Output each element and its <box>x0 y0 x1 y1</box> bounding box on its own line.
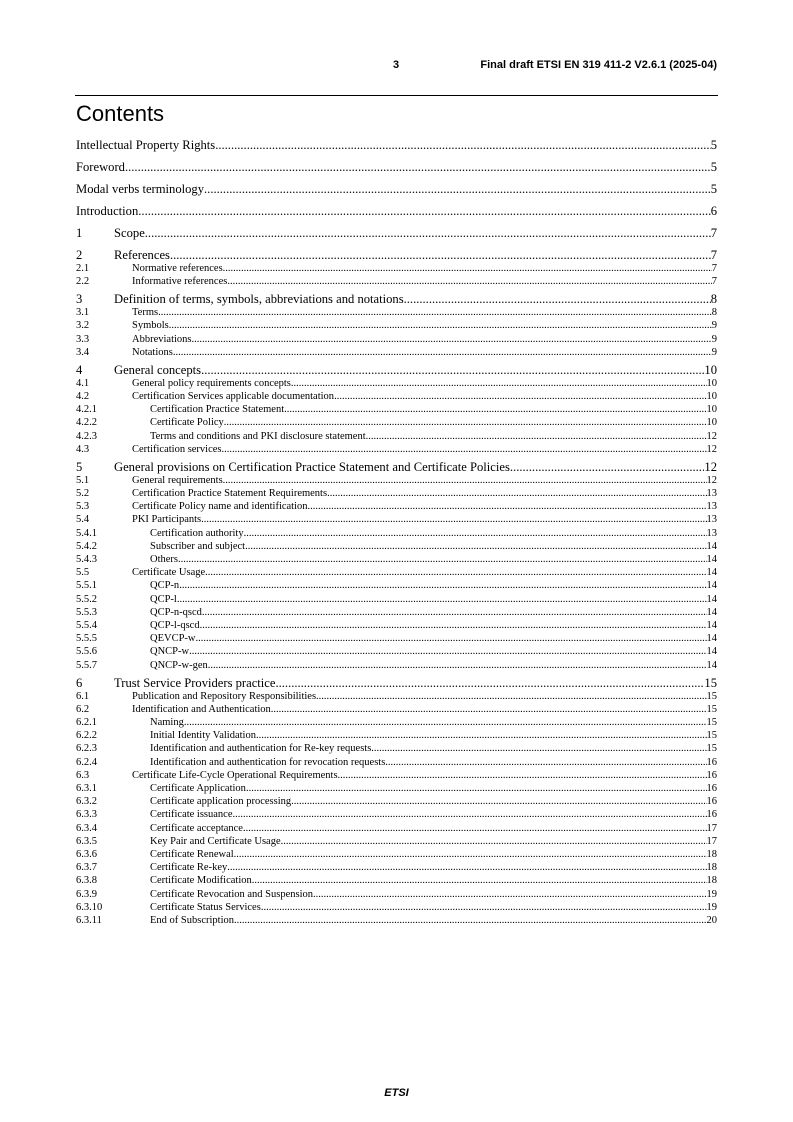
toc-entry-number: 5 <box>76 460 83 474</box>
toc-entry-title: QNCP-w-gen <box>150 660 208 671</box>
toc-entry[interactable] <box>76 527 717 540</box>
toc-entry-page: 7 <box>711 263 717 274</box>
toc-leader-dots <box>179 579 706 592</box>
toc-leader-dots <box>233 808 707 821</box>
toc-entry-number: 4.2.1 <box>76 404 97 415</box>
toc-entry-number: 4 <box>76 363 83 377</box>
toc-leader-dots <box>173 346 712 359</box>
toc-leader-dots <box>158 306 712 319</box>
toc-entry-title: Identification and authentication for Re-key requests <box>150 743 372 754</box>
toc-entry-number: 2.1 <box>76 263 90 274</box>
toc-entry-page: 14 <box>706 541 717 552</box>
toc-entry-title: End of Subscription <box>150 915 234 926</box>
toc-leader-dots <box>196 632 707 645</box>
toc-entry-page: 8 <box>710 292 717 306</box>
toc-entry-number: 5.5.2 <box>76 594 97 605</box>
toc-entry-number: 5.5 <box>76 567 90 578</box>
toc-entry-number: 6.3.4 <box>76 823 97 834</box>
toc-entry-page: 15 <box>704 676 717 690</box>
page-number: 3 <box>393 59 400 71</box>
toc-entry-title: Identification and authentication for revocation requests <box>150 757 386 768</box>
toc-entry-title: Certificate Modification <box>150 875 252 886</box>
toc-entry[interactable] <box>76 808 717 821</box>
toc-leader-dots <box>308 500 707 513</box>
toc-entry-title: Identification and Authentication <box>132 704 271 715</box>
toc-entry-number: 5.4 <box>76 514 90 525</box>
toc-entry-title: Abbreviations <box>132 334 192 345</box>
toc-entry-page: 7 <box>710 226 717 240</box>
toc-entry-page: 7 <box>710 248 717 262</box>
toc-entry-number: 3.1 <box>76 307 90 318</box>
toc-leader-dots <box>234 848 707 861</box>
toc-entry-number: 6.2.3 <box>76 743 97 754</box>
document-id: Final draft ETSI EN 319 411-2 V2.6.1 (2025-04) <box>480 59 717 71</box>
toc-entry-page: 15 <box>706 691 717 702</box>
toc-entry[interactable] <box>76 474 717 487</box>
toc-entry[interactable] <box>76 275 717 288</box>
toc-entry-page: 12 <box>706 475 717 486</box>
toc-leader-dots <box>510 459 705 475</box>
toc-leader-dots <box>223 474 707 487</box>
toc-leader-dots <box>227 861 706 874</box>
page-header <box>76 59 717 73</box>
toc-entry[interactable] <box>76 645 717 658</box>
toc-entry[interactable] <box>76 159 717 175</box>
toc-entry-number: 2 <box>76 248 83 262</box>
toc-entry[interactable] <box>76 566 717 579</box>
toc-entry-number: 3.4 <box>76 347 90 358</box>
toc-entry-number: 4.3 <box>76 444 90 455</box>
toc-leader-dots <box>316 690 706 703</box>
toc-entry-title: Introduction <box>76 204 139 218</box>
toc-entry-number: 5.5.4 <box>76 620 97 631</box>
toc-entry-page: 18 <box>706 849 717 860</box>
toc-entry-page: 12 <box>706 431 717 442</box>
toc-leader-dots <box>205 566 706 579</box>
toc-entry-page: 15 <box>706 704 717 715</box>
toc-entry-number: 6 <box>76 676 83 690</box>
toc-entry-title: General concepts <box>114 363 202 377</box>
toc-leader-dots <box>234 914 707 927</box>
toc-entry[interactable] <box>76 861 717 874</box>
toc-entry-number: 6.3.9 <box>76 889 97 900</box>
toc-entry[interactable] <box>76 795 717 808</box>
toc-entry-title: Certificate Life-Cycle Operational Requirements <box>132 770 338 781</box>
toc-entry-title: Publication and Repository Responsibilities <box>132 691 317 702</box>
toc-entry[interactable] <box>76 874 717 887</box>
toc-leader-dots <box>291 377 707 390</box>
toc-entry-page: 18 <box>706 862 717 873</box>
toc-entry[interactable] <box>76 362 717 378</box>
toc-entry-number: 6.3.2 <box>76 796 97 807</box>
toc-entry[interactable] <box>76 403 717 416</box>
toc-entry-number: 3.2 <box>76 320 90 331</box>
toc-entry[interactable] <box>76 333 717 346</box>
toc-entry[interactable] <box>76 540 717 553</box>
toc-entry-page: 10 <box>706 391 717 402</box>
toc-entry-title: Normative references <box>132 263 223 274</box>
toc-entry[interactable] <box>76 901 717 914</box>
toc-entry[interactable] <box>76 247 717 263</box>
toc-leader-dots <box>338 769 707 782</box>
toc-entry-page: 14 <box>706 567 717 578</box>
toc-leader-dots <box>271 703 707 716</box>
toc-leader-dots <box>201 513 706 526</box>
toc-entry-page: 16 <box>706 796 717 807</box>
toc-entry-number: 6.2.2 <box>76 730 97 741</box>
toc-entry-page: 10 <box>704 363 717 377</box>
toc-leader-dots <box>371 742 706 755</box>
page-title: Contents <box>76 101 165 126</box>
toc-entry-title: Naming <box>150 717 184 728</box>
toc-entry-page: 10 <box>706 417 717 428</box>
toc-entry[interactable] <box>76 416 717 429</box>
toc-entry-number: 6.3.10 <box>76 902 103 913</box>
toc-entry-number: 5.4.2 <box>76 541 97 552</box>
toc-leader-dots <box>252 874 707 887</box>
toc-leader-dots <box>245 540 706 553</box>
toc-entry[interactable] <box>76 756 717 769</box>
toc-entry-number: 5.5.3 <box>76 607 97 618</box>
header-rule <box>75 95 718 96</box>
toc-entry-number: 5.1 <box>76 475 90 486</box>
toc-entry[interactable] <box>76 782 717 795</box>
toc-entry-page: 14 <box>706 594 717 605</box>
toc-leader-dots <box>243 822 707 835</box>
toc-entry-page: 9 <box>711 320 717 331</box>
toc-entry[interactable] <box>76 225 717 241</box>
toc-leader-dots <box>404 291 711 307</box>
toc-entry-page: 18 <box>706 875 717 886</box>
toc-leader-dots <box>275 675 704 691</box>
toc-leader-dots <box>145 225 711 241</box>
toc-entry-title: Initial Identity Validation <box>150 730 256 741</box>
toc-entry-page: 14 <box>706 580 717 591</box>
toc-entry-page: 15 <box>706 717 717 728</box>
toc-entry-page: 10 <box>706 404 717 415</box>
toc-entry-number: 4.2.3 <box>76 431 97 442</box>
toc-entry-title: Intellectual Property Rights <box>76 138 216 152</box>
toc-entry-title: PKI Participants <box>132 514 202 525</box>
toc-entry-number: 3.3 <box>76 334 90 345</box>
toc-entry-title: Certificate Re-key <box>150 862 228 873</box>
toc-entry[interactable] <box>76 319 717 332</box>
toc-entry[interactable] <box>76 659 717 672</box>
toc-entry[interactable] <box>76 729 717 742</box>
toc-entry-title: Certificate Policy <box>150 417 224 428</box>
toc-entry-page: 12 <box>704 460 717 474</box>
toc-entry[interactable] <box>76 742 717 755</box>
toc-entry[interactable] <box>76 346 717 359</box>
toc-entry-number: 6.1 <box>76 691 90 702</box>
toc-leader-dots <box>313 888 706 901</box>
toc-entry[interactable] <box>76 703 717 716</box>
toc-entry-title: Certificate issuance <box>150 809 233 820</box>
toc-entry-number: 6.3.6 <box>76 849 97 860</box>
toc-entry[interactable] <box>76 203 717 219</box>
toc-entry-page: 15 <box>706 743 717 754</box>
toc-entry-number: 5.5.6 <box>76 646 97 657</box>
toc-leader-dots <box>291 795 706 808</box>
toc-entry-title: Trust Service Providers practice <box>114 676 276 690</box>
toc-entry-title: Key Pair and Certificate Usage <box>150 836 281 847</box>
toc-entry-title: General provisions on Certification Practice Statement and Certificate Policies <box>114 460 510 474</box>
toc-leader-dots <box>184 716 707 729</box>
toc-entry-title: Informative references <box>132 276 228 287</box>
toc-leader-dots <box>366 430 707 443</box>
toc-entry-page: 9 <box>711 334 717 345</box>
toc-leader-dots <box>200 619 707 632</box>
toc-entry[interactable] <box>76 835 717 848</box>
toc-entry-page: 14 <box>706 633 717 644</box>
toc-entry-number: 5.4.3 <box>76 554 97 565</box>
toc-entry-title: Certificate Application <box>150 783 246 794</box>
toc-entry[interactable] <box>76 459 717 475</box>
toc-entry-page: 9 <box>711 347 717 358</box>
toc-entry-page: 7 <box>711 276 717 287</box>
toc-leader-dots <box>244 527 707 540</box>
toc-entry-page: 14 <box>706 607 717 618</box>
toc-entry-title: Subscriber and subject <box>150 541 246 552</box>
toc-entry[interactable] <box>76 769 717 782</box>
toc-entry-title: Symbols <box>132 320 169 331</box>
toc-leader-dots <box>178 553 707 566</box>
toc-entry-page: 16 <box>706 757 717 768</box>
toc-entry-title: References <box>114 248 170 262</box>
toc-entry[interactable] <box>76 487 717 500</box>
toc-entry-title: Certificate Policy name and identification <box>132 501 308 512</box>
toc-entry-number: 6.3.1 <box>76 783 97 794</box>
toc-entry-title: Modal verbs terminology <box>76 182 205 196</box>
toc-entry[interactable] <box>76 553 717 566</box>
toc-entry[interactable] <box>76 377 717 390</box>
toc-leader-dots <box>204 181 711 197</box>
toc-leader-dots <box>227 275 711 288</box>
toc-entry-title: Certification services <box>132 444 222 455</box>
toc-leader-dots <box>177 593 707 606</box>
toc-entry-number: 5.5.7 <box>76 660 97 671</box>
toc-leader-dots <box>208 659 707 672</box>
toc-entry-page: 14 <box>706 646 717 657</box>
toc-entry-number: 5.3 <box>76 501 90 512</box>
toc-leader-dots <box>170 247 711 263</box>
toc-entry[interactable] <box>76 822 717 835</box>
toc-entry-number: 6.3.7 <box>76 862 97 873</box>
toc-entry[interactable] <box>76 675 717 691</box>
toc-leader-dots <box>169 319 712 332</box>
toc-entry-page: 14 <box>706 620 717 631</box>
toc-leader-dots <box>202 606 707 619</box>
toc-entry-number: 5.4.1 <box>76 528 97 539</box>
toc-entry[interactable] <box>76 579 717 592</box>
toc-leader-dots <box>246 782 707 795</box>
toc-entry[interactable] <box>76 593 717 606</box>
toc-entry-title: Terms and conditions and PKI disclosure statement <box>150 431 366 442</box>
toc-entry[interactable] <box>76 500 717 513</box>
toc-entry-title: QCP-l <box>150 594 177 605</box>
toc-entry[interactable] <box>76 306 717 319</box>
toc-entry-title: Certificate Revocation and Suspension <box>150 889 314 900</box>
toc-entry-title: Scope <box>114 226 145 240</box>
toc-entry-number: 6.3.11 <box>76 915 102 926</box>
toc-leader-dots <box>192 333 712 346</box>
toc-entry[interactable] <box>76 513 717 526</box>
toc-leader-dots <box>138 203 710 219</box>
toc-entry-number: 5.2 <box>76 488 90 499</box>
toc-entry-page: 5 <box>710 182 717 196</box>
toc-leader-dots <box>223 262 712 275</box>
toc-entry[interactable] <box>76 291 717 307</box>
toc-leader-dots <box>261 901 707 914</box>
toc-entry-title: General policy requirements concepts <box>132 378 291 389</box>
toc-entry-number: 6.3.8 <box>76 875 97 886</box>
toc-entry-title: Certification Practice Statement Requirements <box>132 488 328 499</box>
toc-entry-title: Certificate application processing <box>150 796 292 807</box>
toc-entry[interactable] <box>76 690 717 703</box>
toc-entry-title: Certification authority <box>150 528 244 539</box>
toc-entry-number: 4.2.2 <box>76 417 97 428</box>
toc-entry-title: QCP-n <box>150 580 180 591</box>
toc-entry[interactable] <box>76 848 717 861</box>
toc-entry-page: 14 <box>706 554 717 565</box>
toc-entry-page: 14 <box>706 660 717 671</box>
toc-entry-number: 6.2 <box>76 704 90 715</box>
toc-entry[interactable] <box>76 443 717 456</box>
toc-entry-page: 17 <box>706 836 717 847</box>
toc-entry-number: 6.2.1 <box>76 717 97 728</box>
toc-entry-number: 2.2 <box>76 276 90 287</box>
toc-entry-title: Certificate Renewal <box>150 849 234 860</box>
toc-entry-number: 4.2 <box>76 391 90 402</box>
toc-entry-number: 6.3.3 <box>76 809 97 820</box>
toc-entry-page: 16 <box>706 770 717 781</box>
toc-leader-dots <box>284 403 706 416</box>
toc-entry-title: General requirements <box>132 475 223 486</box>
toc-entry-page: 5 <box>710 138 717 152</box>
toc-entry-page: 10 <box>706 378 717 389</box>
toc-leader-dots <box>334 390 706 403</box>
toc-leader-dots <box>215 137 711 153</box>
toc-entry-page: 19 <box>706 902 717 913</box>
toc-entry[interactable] <box>76 888 717 901</box>
toc-entry-page: 13 <box>706 501 717 512</box>
toc-entry-number: 6.3.5 <box>76 836 97 847</box>
toc-entry-number: 3 <box>76 292 83 306</box>
toc-entry-page: 13 <box>706 528 717 539</box>
page-footer: ETSI <box>384 1087 409 1099</box>
toc-entry[interactable] <box>76 914 717 927</box>
toc-leader-dots <box>222 443 707 456</box>
toc-entry-title: Foreword <box>76 160 125 174</box>
toc-leader-dots <box>224 416 707 429</box>
toc-entry[interactable] <box>76 181 717 197</box>
toc-entry-page: 8 <box>711 307 717 318</box>
toc-entry-number: 5.5.5 <box>76 633 97 644</box>
toc-entry[interactable] <box>76 137 717 153</box>
toc-entry[interactable] <box>76 632 717 645</box>
toc-entry-title: Certification Services applicable documentation <box>132 391 335 402</box>
toc-entry-title: QCP-l-qscd <box>150 620 200 631</box>
toc-entry-page: 17 <box>706 823 717 834</box>
toc-leader-dots <box>385 756 706 769</box>
toc-entry[interactable] <box>76 716 717 729</box>
toc-entry-title: Certificate Usage <box>132 567 206 578</box>
toc-leader-dots <box>189 645 706 658</box>
toc-entry[interactable] <box>76 430 717 443</box>
toc-leader-dots <box>281 835 707 848</box>
toc-entry-title: Certification Practice Statement <box>150 404 285 415</box>
toc-entry-title: Others <box>150 554 178 565</box>
toc-entry-page: 16 <box>706 783 717 794</box>
toc-entry-number: 4.1 <box>76 378 90 389</box>
toc-entry-number: 6.2.4 <box>76 757 97 768</box>
toc-entry-title: Certificate acceptance <box>150 823 243 834</box>
toc-entry-number: 6.3 <box>76 770 90 781</box>
toc-entry-page: 13 <box>706 514 717 525</box>
toc-entry-page: 19 <box>706 889 717 900</box>
toc-entry[interactable] <box>76 606 717 619</box>
toc-leader-dots <box>125 159 711 175</box>
toc-entry-title: Certificate Status Services <box>150 902 261 913</box>
toc-entry-page: 6 <box>710 204 717 218</box>
toc-entry[interactable] <box>76 262 717 275</box>
toc-leader-dots <box>327 487 706 500</box>
toc-entry-title: Terms <box>132 307 159 318</box>
toc-entry-page: 15 <box>706 730 717 741</box>
toc-entry[interactable] <box>76 390 717 403</box>
toc-leader-dots <box>201 362 704 378</box>
toc-entry-title: QEVCP-w <box>150 633 196 644</box>
toc-entry-page: 5 <box>710 160 717 174</box>
toc-entry-title: Notations <box>132 347 173 358</box>
toc-entry-page: 12 <box>706 444 717 455</box>
toc-entry-title: QCP-n-qscd <box>150 607 202 618</box>
toc-entry-title: Definition of terms, symbols, abbreviations and notations <box>114 292 404 306</box>
toc-entry-number: 1 <box>76 226 83 240</box>
toc-entry-number: 5.5.1 <box>76 580 97 591</box>
toc-leader-dots <box>256 729 707 742</box>
toc-entry-page: 13 <box>706 488 717 499</box>
toc-entry-page: 16 <box>706 809 717 820</box>
toc-entry-title: QNCP-w <box>150 646 190 657</box>
toc-entry[interactable] <box>76 619 717 632</box>
toc-entry-page: 20 <box>706 915 717 926</box>
